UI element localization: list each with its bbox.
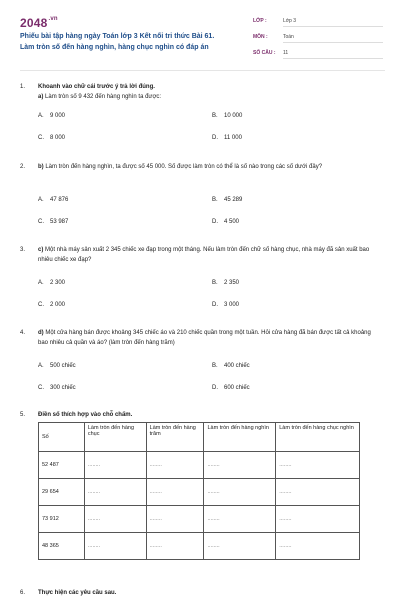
answer-blank[interactable]: ........: [276, 452, 360, 479]
answer-blank[interactable]: ........: [204, 506, 276, 533]
column-header: Làm tròn đến hàng trăm: [146, 423, 204, 452]
column-header: Làm tròn đến hàng chục: [84, 423, 146, 452]
answer-blank[interactable]: ........: [146, 533, 204, 560]
option-b[interactable]: B. 10 000: [212, 113, 243, 119]
option-c[interactable]: C. 2 000: [38, 302, 66, 308]
logo-suffix: .vn: [48, 16, 58, 22]
question-heading: Khoanh vào chữ cái trước ý trả lời đúng.: [38, 84, 155, 90]
meta-subject-label: MÔN :: [253, 34, 268, 40]
number-cell: 29 654: [39, 479, 85, 506]
table-header-row: [39, 423, 360, 452]
answer-blank[interactable]: ........: [276, 506, 360, 533]
number-cell: 73 912: [39, 506, 85, 533]
answer-blank[interactable]: ........: [146, 452, 204, 479]
table-row: [39, 479, 360, 506]
answer-blank[interactable]: ........: [276, 479, 360, 506]
question-text: b) Làm tròn đến hàng nghìn, ta được số 45 000. Số được làm tròn có thể là số nào trong các số dưới đây?: [38, 164, 323, 170]
answer-blank[interactable]: ........: [84, 479, 146, 506]
table-row: [39, 533, 360, 560]
question-number: 3.: [20, 247, 26, 253]
question-number: 2.: [20, 164, 26, 170]
option-a[interactable]: A. 2 300: [38, 280, 66, 286]
option-b[interactable]: B. 45 289: [212, 197, 243, 203]
rounding-table: [38, 422, 360, 560]
logo-text: 2048: [20, 16, 48, 30]
header-divider: [20, 70, 385, 71]
option-c[interactable]: C. 53 987: [38, 219, 69, 225]
number-cell: 48 365: [39, 533, 85, 560]
option-d[interactable]: D. 3 000: [212, 302, 240, 308]
worksheet-title-line1: Phiếu bài tập hàng ngày Toán lớp 3 Kết nối tri thức Bài 61.: [20, 33, 215, 40]
answer-blank[interactable]: ........: [84, 506, 146, 533]
option-d[interactable]: D. 600 chiếc: [212, 385, 250, 391]
question-body: [38, 82, 378, 102]
answer-blank[interactable]: ........: [146, 506, 204, 533]
option-c[interactable]: C. 8 000: [38, 135, 66, 141]
answer-blank[interactable]: ........: [146, 479, 204, 506]
worksheet-title-line2: Làm tròn số đến hàng nghìn, hàng chục nghìn có đáp án: [20, 44, 209, 51]
question-text: d) Một cửa hàng bán được khoảng 345 chiếc áo và 210 chiếc quần trong một tuần. Hỏi cửa hàng đã bán được tất cả khoảng bao nhiêu cả quần và áo? (làm tròn đến hàng trăm): [38, 330, 371, 346]
answer-blank[interactable]: ........: [84, 452, 146, 479]
column-header: Làm tròn đến hàng chục nghìn: [276, 423, 360, 452]
worksheet-header: [20, 12, 385, 62]
column-header: Làm tròn đến hàng nghìn: [204, 423, 276, 452]
answer-blank[interactable]: ........: [204, 533, 276, 560]
option-b[interactable]: B. 400 chiếc: [212, 363, 250, 369]
meta-subject-value: Toán: [283, 34, 383, 43]
column-header: Số: [39, 423, 85, 452]
table-row: [39, 452, 360, 479]
option-a[interactable]: A. 500 chiếc: [38, 363, 76, 369]
question-heading: Điền số thích hợp vào chỗ chấm.: [38, 412, 133, 418]
meta-count-value: 11: [283, 50, 383, 59]
question-number: 4.: [20, 330, 26, 336]
question-text: c) Một nhà máy sản xuất 2 345 chiếc xe đạp trong một tháng. Nếu làm tròn đến chữ số hàng chục, nhà máy đã sản xuất bao nhiêu chiếc xe đạp?: [38, 247, 370, 263]
option-d[interactable]: D. 11 000: [212, 135, 242, 141]
option-a[interactable]: A. 47 876: [38, 197, 69, 203]
option-c[interactable]: C. 300 chiếc: [38, 385, 76, 391]
meta-class-value: Lớp 3: [283, 18, 383, 27]
table-row: [39, 506, 360, 533]
site-logo[interactable]: [20, 16, 58, 30]
meta-count-label: SỐ CÂU :: [253, 50, 276, 56]
option-a[interactable]: A. 9 000: [38, 113, 66, 119]
option-d[interactable]: D. 4 500: [212, 219, 240, 225]
question-number: 5.: [20, 412, 26, 418]
question-number: 1.: [20, 84, 26, 90]
question-text: a) Làm tròn số 9 432 đến hàng nghìn ta được:: [38, 94, 162, 100]
answer-blank[interactable]: ........: [204, 452, 276, 479]
answer-blank[interactable]: ........: [204, 479, 276, 506]
option-b[interactable]: B. 2 350: [212, 280, 240, 286]
meta-class-label: LỚP :: [253, 18, 267, 24]
answer-blank[interactable]: ........: [84, 533, 146, 560]
answer-blank[interactable]: ........: [276, 533, 360, 560]
number-cell: 52 487: [39, 452, 85, 479]
question-heading: Thực hiện các yêu cầu sau.: [38, 590, 117, 596]
question-number: 6.: [20, 590, 26, 596]
